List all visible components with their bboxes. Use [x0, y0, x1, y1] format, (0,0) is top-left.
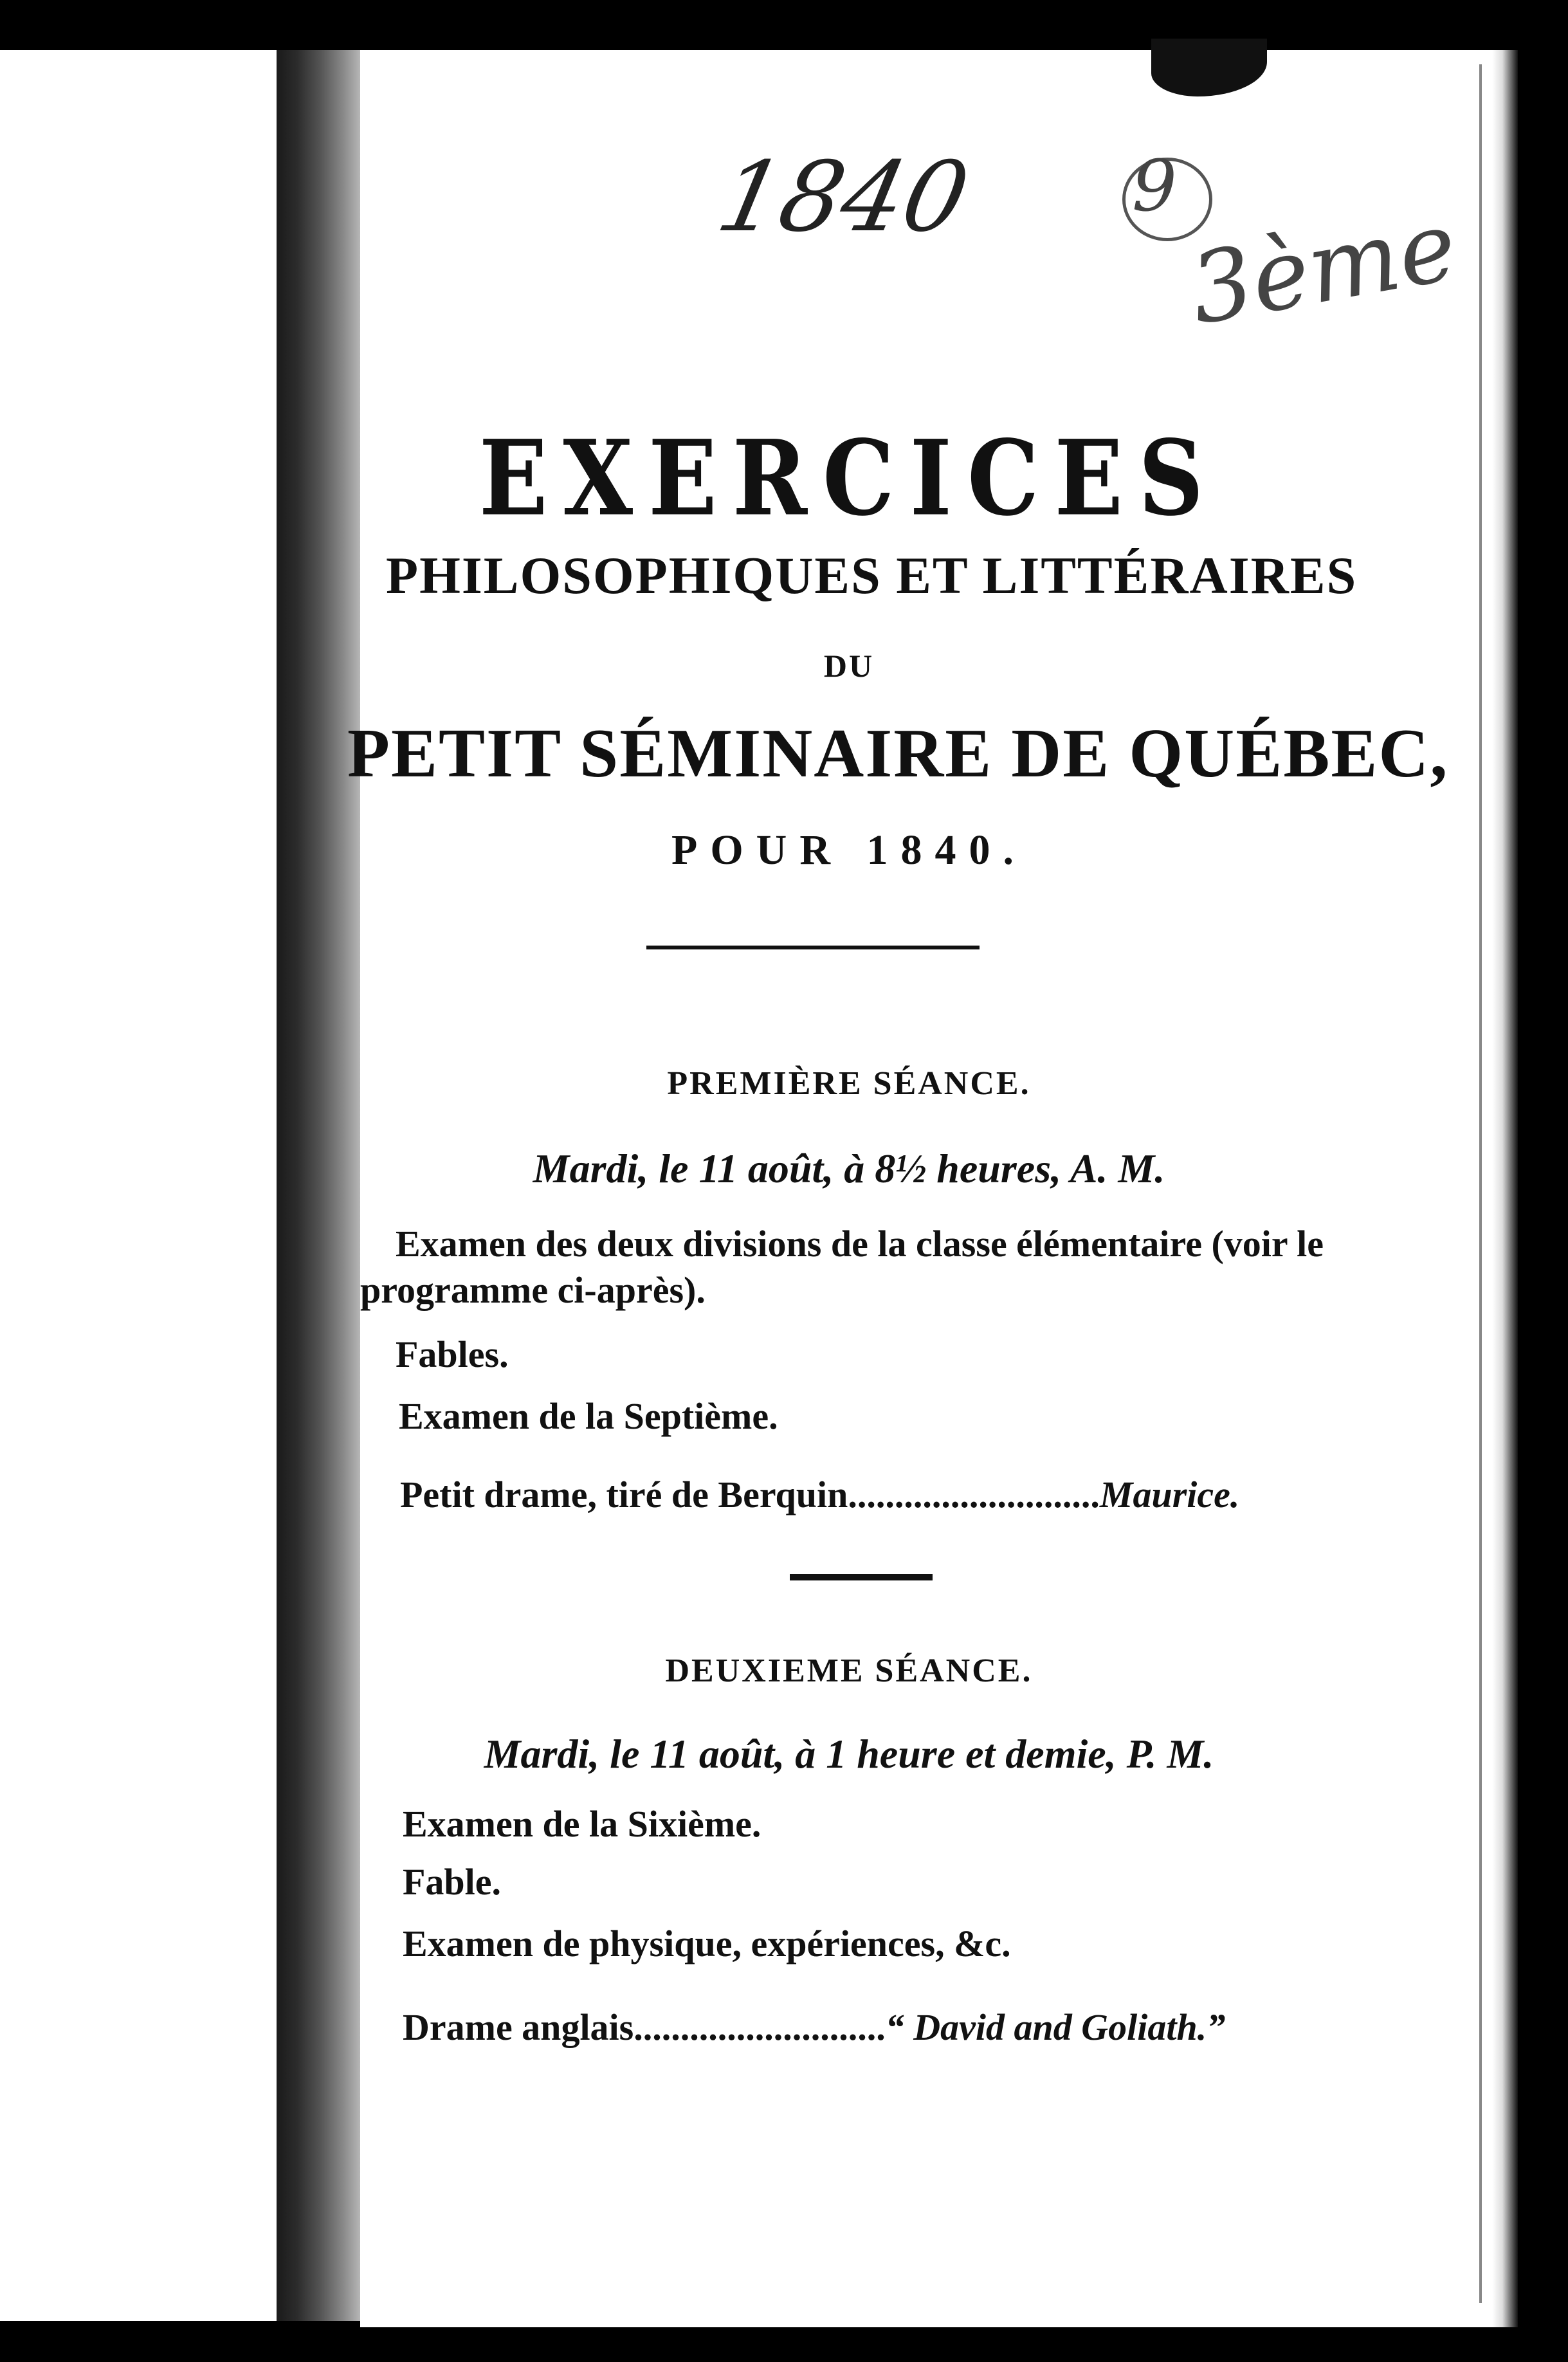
title-connector: DU	[823, 648, 875, 684]
year-line: POUR 1840.	[671, 827, 1026, 874]
program-item	[403, 2006, 1225, 2049]
program-item	[399, 1395, 778, 1438]
divider-rule	[790, 1574, 933, 1580]
session-paragraph-line: programme ci-après).	[360, 1269, 706, 1311]
divider-rule	[646, 946, 980, 949]
program-item	[396, 1333, 509, 1376]
facing-page	[0, 50, 277, 2321]
program-item	[400, 1473, 1239, 1516]
handwritten-year: 1840	[708, 142, 978, 253]
dot-leader: ...........................	[634, 2006, 886, 2048]
dot-leader: ...........................	[848, 1474, 1100, 1515]
page-edge-shadow	[1492, 50, 1518, 2327]
session-title: DEUXIEME SÉANCE.	[665, 1652, 1033, 1689]
program-item-text: Drame anglais	[403, 2006, 634, 2048]
program-item	[403, 1922, 1011, 1965]
handwritten-note: 3ème	[1182, 190, 1465, 347]
program-item	[403, 1802, 761, 1845]
program-item-text: Fables.	[396, 1333, 509, 1375]
institution-name: PETIT SÉMINAIRE DE QUÉBEC,	[347, 715, 1449, 792]
program-item	[403, 1860, 501, 1903]
page-subtitle: PHILOSOPHIQUES ET LITTÉRAIRES	[386, 546, 1358, 605]
session-date: Mardi, le 11 août, à 1 heure et demie, P. M.	[484, 1731, 1214, 1777]
session-date: Mardi, le 11 août, à 8½ heures, A. M.	[533, 1146, 1165, 1191]
page-title: EXERCICES	[479, 418, 1219, 540]
session-paragraph-line: Examen des deux divisions de la classe élémentaire (voir le	[396, 1223, 1324, 1265]
program-item-text: Examen de la Septième.	[399, 1395, 778, 1437]
page-edge-line	[1479, 64, 1482, 2303]
session-title: PREMIÈRE SÉANCE.	[667, 1065, 1031, 1102]
performer-name: Maurice.	[1099, 1474, 1240, 1515]
program-item-text: Petit drame, tiré de Berquin	[400, 1474, 848, 1515]
program-item-text: Fable.	[403, 1861, 502, 1903]
program-item-text: Examen de la Sixième.	[403, 1803, 761, 1845]
handwritten-number: 9	[1132, 145, 1177, 227]
performer-name: “ David and Goliath.”	[885, 2006, 1226, 2048]
program-item-text: Examen de physique, expériences, &c.	[403, 1923, 1011, 1964]
